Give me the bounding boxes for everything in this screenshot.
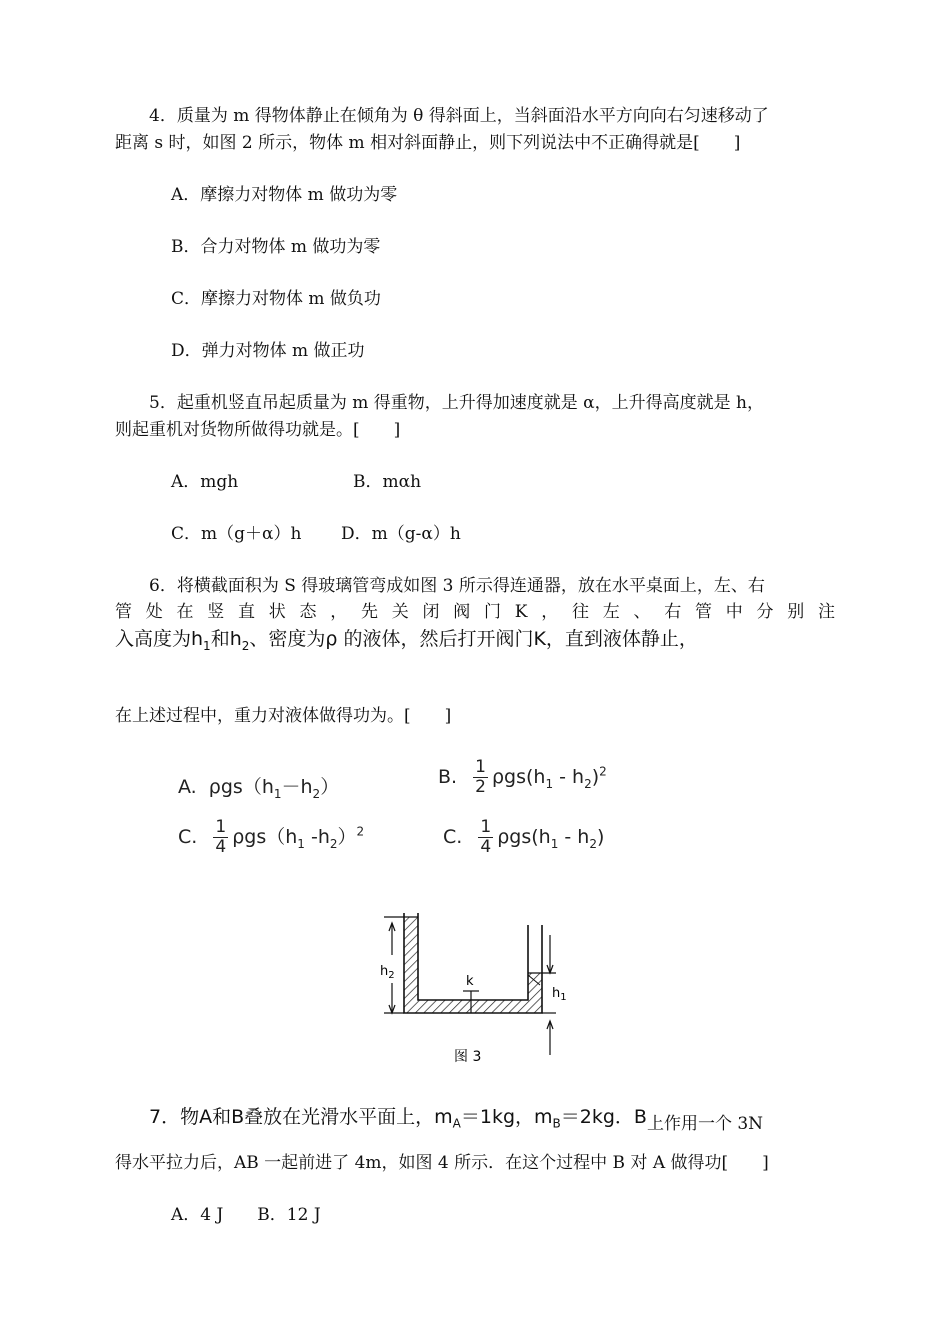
q4-option-d: D．弹力对物体 m 做正功 bbox=[171, 341, 365, 361]
q5-option-c: C．m（g＋α）h bbox=[171, 524, 302, 544]
q4-line2: 距离 s 时，如图 2 所示，物体 m 相对斜面静止，则下列说法中不正确得就是[ ] bbox=[115, 133, 741, 153]
q5-option-b: B．mαh bbox=[353, 472, 422, 492]
q7-options: A．4 J B．12 J bbox=[171, 1205, 321, 1225]
q6-line1: 6．将横截面积为 S 得玻璃管弯成如图 3 所示得连通器，放在水平桌面上，左、右 bbox=[149, 576, 765, 596]
fraction-one-quarter: $\frac{1}{4}$ bbox=[215, 817, 227, 857]
tube-outer-wall bbox=[404, 913, 542, 1013]
figure-3-caption: 图 3 bbox=[454, 1049, 482, 1065]
q6-option-b: B. $\frac{1}{2}$ $\rho gs(h_1 - h_2)^2$ bbox=[438, 757, 607, 797]
q6-line3: 入高度为$h_1$和$h_2$、密度为ρ 的液体，然后打开阀门K，直到液体静止， bbox=[115, 628, 698, 653]
liquid-fill bbox=[404, 917, 542, 1013]
q5-option-a: A．mgh bbox=[171, 472, 239, 492]
q6-option-a: A. $\rho gs(h_1-h_2)$ bbox=[178, 776, 340, 801]
q5-option-d: D．m（g-α）h bbox=[341, 524, 461, 544]
q6-line4: 在上述过程中，重力对液体做得功为。[ ] bbox=[115, 706, 452, 726]
q4-line1: 4．质量为 m 得物体静止在倾角为 θ 得斜面上，当斜面沿水平方向向右匀速移动了 bbox=[149, 106, 769, 126]
label-k: k bbox=[466, 974, 474, 989]
q6-option-d: C. $\frac{1}{4}$ $\rho gs(h_1 - h_2)$ bbox=[443, 817, 605, 857]
fraction-one-half: $\frac{1}{2}$ bbox=[475, 757, 486, 797]
q7-line2: 得水平拉力后，AB 一起前进了 4m，如图 4 所示．在这个过程中 B 对 A 做得功[ ] bbox=[115, 1153, 769, 1173]
q4-option-c: C．摩擦力对物体 m 做负功 bbox=[171, 289, 381, 309]
q6-option-c: C. $\frac{1}{4}$ $\rho gs(h_1$ $-h_2)^2$ bbox=[178, 817, 365, 857]
q4-option-a: A．摩擦力对物体 m 做功为零 bbox=[171, 185, 398, 205]
figure-3-diagram bbox=[370, 905, 590, 1075]
label-h1: $h_1$ bbox=[552, 986, 567, 1003]
label-h2: $h_2$ bbox=[380, 964, 395, 981]
q5-line1: 5．起重机竖直吊起质量为 m 得重物，上升得加速度就是 α，上升得高度就是 h， bbox=[149, 393, 764, 413]
q5-line2: 则起重机对货物所做得功就是。[ ] bbox=[115, 420, 401, 440]
fraction-one-quarter-2: $\frac{1}{4}$ bbox=[480, 817, 492, 857]
q4-option-b: B．合力对物体 m 做功为零 bbox=[171, 237, 381, 257]
q6-line2: 管处在竖直状态，先关闭阀门K，往左、右管中分别注 bbox=[115, 602, 835, 622]
q7-line1: 7．物A和B叠放在光滑水平面上，$m_A=1kg$，$m_B=2kg$．B上作用一个 3N bbox=[149, 1106, 764, 1134]
